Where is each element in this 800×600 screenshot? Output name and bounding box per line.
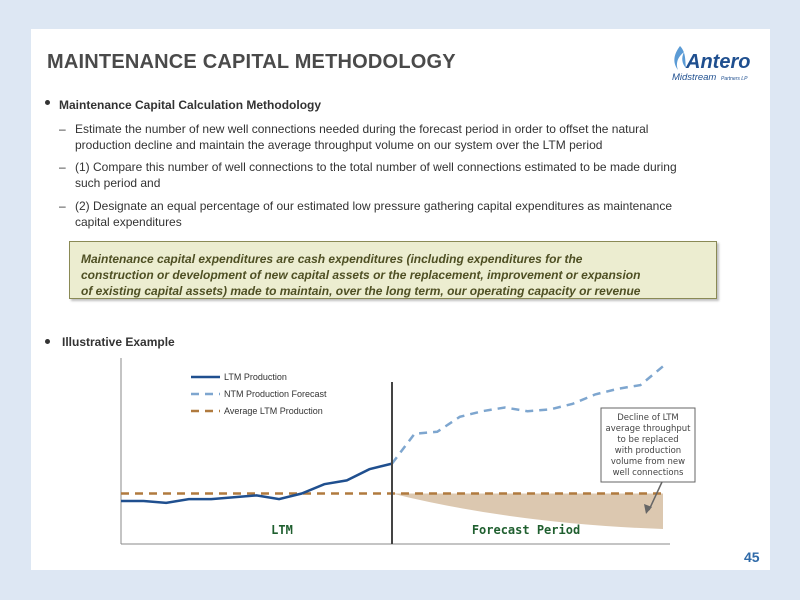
- section-heading-methodology: Maintenance Capital Calculation Methodology: [59, 98, 322, 112]
- period-label-ltm: LTM: [271, 523, 293, 537]
- list-item: [59, 198, 749, 230]
- bullet-dot: [45, 339, 50, 344]
- annotation-line: with production: [614, 446, 682, 456]
- section-heading-example: Illustrative Example: [62, 335, 175, 349]
- callout-line: construction or development of new capital assets or the replacement, improvement or expansion: [81, 268, 641, 282]
- legend-label-ltm: LTM Production: [224, 372, 287, 382]
- list-item: [59, 159, 749, 191]
- logo-sub-left: Midstream: [672, 72, 717, 83]
- flame-icon: [674, 46, 686, 70]
- item-line: such period and: [75, 176, 161, 190]
- logo-sub-right: Partners LP: [721, 76, 748, 82]
- item-line: Estimate the number of new well connections needed during the forecast period in order to offset the natural: [75, 122, 649, 136]
- bullet-dot: [45, 100, 50, 105]
- dash: –: [59, 199, 66, 213]
- callout-line: Maintenance capital expenditures are cash expenditures (including expenditures for the: [81, 252, 583, 266]
- logo-brand: Antero: [686, 51, 751, 73]
- period-label-forecast: Forecast Period: [471, 523, 581, 537]
- dash: –: [59, 122, 66, 136]
- page-title: MAINTENANCE CAPITAL METHODOLOGY: [47, 51, 456, 73]
- ltm-production-line: [121, 464, 392, 503]
- annotation-text: [605, 413, 691, 478]
- callout-line: of existing capital assets) made to maintain, over the long term, our operating capacity or revenue: [81, 284, 641, 298]
- annotation-line: volume from new: [610, 457, 686, 467]
- illustrative-chart: [110, 352, 691, 552]
- annotation-line: well connections: [612, 468, 684, 478]
- legend-label-avg: Average LTM Production: [224, 406, 323, 416]
- item-line: production decline and maintain the average throughput volume on our system over the LTM period: [75, 138, 603, 152]
- list-item: [59, 121, 749, 153]
- definition-callout: [69, 241, 717, 299]
- antero-logo: [670, 40, 766, 84]
- annotation-line: average throughput: [605, 424, 691, 434]
- legend-label-ntm: NTM Production Forecast: [224, 389, 327, 399]
- annotation-line: to be replaced: [617, 435, 679, 445]
- item-line: (1) Compare this number of well connections to the total number of well connections estimated to be made during: [75, 160, 677, 174]
- item-line: capital expenditures: [75, 215, 182, 229]
- dash: –: [59, 160, 66, 174]
- item-line: (2) Designate an equal percentage of our estimated low pressure gathering capital expenditures as maintenance: [75, 199, 673, 213]
- page-number: 45: [744, 549, 760, 565]
- annotation-line: Decline of LTM: [617, 413, 679, 423]
